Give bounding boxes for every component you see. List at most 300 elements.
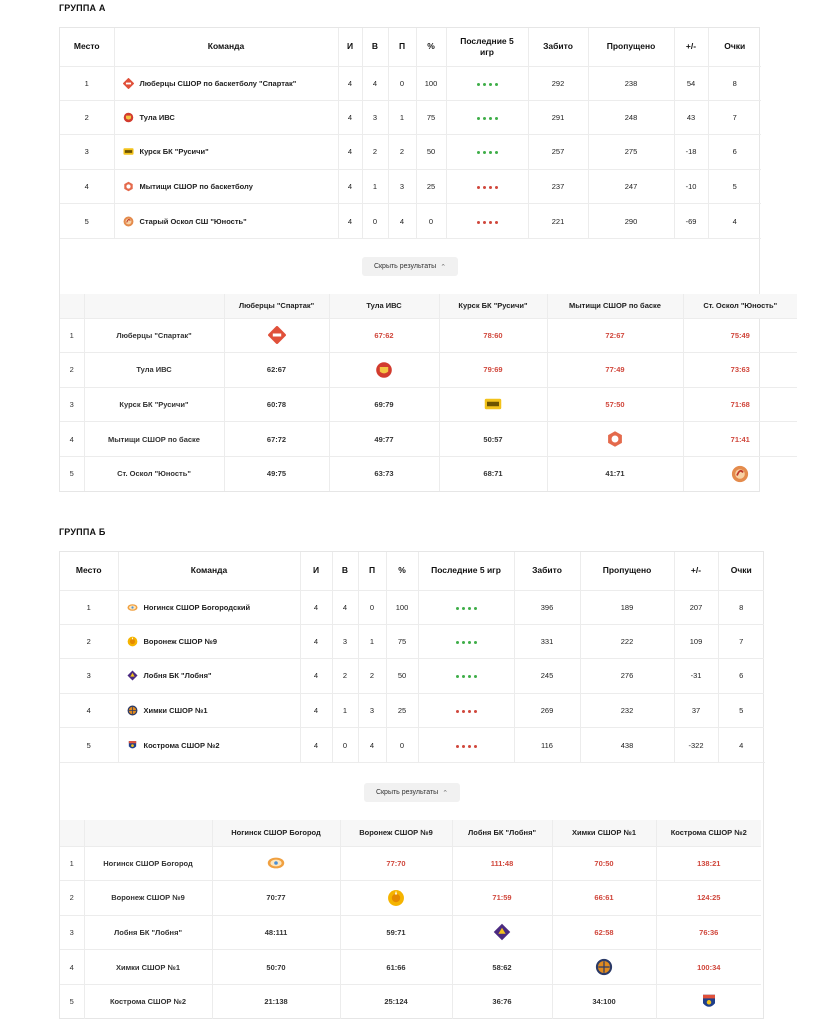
pts-cell: 4 — [708, 204, 761, 238]
standings-row[interactable] — [60, 659, 764, 693]
win-dot-icon — [468, 607, 471, 610]
match-score-link[interactable]: 78:60 — [439, 318, 547, 353]
form-dots — [456, 607, 477, 610]
match-score-link[interactable]: 50:70 — [212, 950, 340, 985]
g-cell: 4 — [300, 624, 332, 658]
pct-cell: 100 — [416, 66, 446, 100]
team-cell — [114, 66, 338, 100]
match-score-link[interactable]: 73:63 — [683, 353, 797, 388]
win-dot-icon — [474, 607, 477, 610]
matrix-opponent-header: Мытищи СШОР по баске — [547, 294, 683, 318]
g-cell: 4 — [300, 659, 332, 693]
standings-row[interactable] — [60, 624, 764, 658]
diff-cell: 109 — [674, 624, 718, 658]
noginsk-logo-icon — [127, 602, 138, 613]
team-name-link[interactable]: Курск БК "Русичи" — [139, 147, 209, 157]
diff-cell: 43 — [674, 100, 708, 134]
win-dot-icon — [468, 675, 471, 678]
conceded-cell: 290 — [588, 204, 674, 238]
g-cell: 4 — [300, 693, 332, 727]
col-wins-header: В — [332, 552, 358, 590]
standings-row[interactable] — [60, 66, 761, 100]
form-dots — [477, 83, 498, 86]
g-cell: 4 — [338, 100, 362, 134]
scored-cell: 245 — [514, 659, 580, 693]
matrix-opponent-header: Ногинск СШОР Богород — [212, 820, 340, 846]
chevron-up-icon: ⌃ — [442, 789, 449, 797]
g-cell: 4 — [338, 204, 362, 238]
form-dots — [477, 151, 498, 154]
col-last5-header: Последние 5 игр — [446, 28, 528, 66]
loss-dot-icon — [456, 710, 459, 713]
hide-results-label: Скрыть результаты — [373, 263, 437, 270]
matrix-self-logo-cell — [656, 984, 761, 1019]
pct-cell: 75 — [416, 100, 446, 134]
loss-dot-icon — [462, 710, 465, 713]
last-5-games-cell — [418, 659, 514, 693]
matrix-row — [60, 456, 797, 491]
kostroma-logo-icon — [127, 740, 138, 751]
win-dot-icon — [462, 675, 465, 678]
last-5-games-cell — [418, 624, 514, 658]
team-cell — [114, 204, 338, 238]
matrix-team-cell: Кострома СШОР №2 — [84, 984, 212, 1019]
win-dot-icon — [456, 607, 459, 610]
matrix-num-cell: 5 — [60, 984, 84, 1019]
last-5-games-cell — [446, 66, 528, 100]
diff-cell: 54 — [674, 66, 708, 100]
matrix-row — [60, 387, 797, 422]
col-last5-header: Последние 5 игр — [418, 552, 514, 590]
pts-cell: 5 — [708, 169, 761, 203]
l-cell: 3 — [358, 693, 386, 727]
col-losses-header: П — [388, 28, 416, 66]
l-cell: 1 — [358, 624, 386, 658]
col-percent-header: % — [416, 28, 446, 66]
matrix-num-cell: 3 — [60, 915, 84, 950]
loss-dot-icon — [495, 186, 498, 189]
diff-cell: -18 — [674, 135, 708, 169]
matrix-team-cell: Химки СШОР №1 — [84, 950, 212, 985]
match-score-link[interactable]: 34:100 — [552, 984, 656, 1019]
match-score-link[interactable]: 67:62 — [329, 318, 439, 353]
standings-row[interactable] — [60, 135, 761, 169]
group-b-standings-table — [60, 552, 764, 762]
l-cell: 2 — [358, 659, 386, 693]
win-dot-icon — [456, 641, 459, 644]
g-cell: 4 — [300, 728, 332, 762]
col-place-header: Место — [60, 28, 114, 66]
w-cell: 2 — [332, 659, 358, 693]
win-dot-icon — [477, 117, 480, 120]
matrix-team-cell: Лобня БК "Лобня" — [84, 915, 212, 950]
match-score-link[interactable]: 62:67 — [224, 353, 329, 388]
col-team-header: Команда — [118, 552, 300, 590]
col-scored-header: Забито — [514, 552, 580, 590]
g-cell: 4 — [300, 590, 332, 624]
match-score-link[interactable]: 50:57 — [439, 422, 547, 457]
team-cell — [114, 135, 338, 169]
w-cell: 2 — [362, 135, 388, 169]
matrix-num-cell: 1 — [60, 846, 84, 881]
place-cell: 5 — [60, 728, 118, 762]
group-a-title: ГРУППА А — [59, 3, 106, 13]
matrix-opponent-header: Лобня БК "Лобня" — [452, 820, 552, 846]
matrix-self-logo-cell — [212, 846, 340, 881]
match-score-link[interactable]: 41:71 — [547, 456, 683, 491]
win-dot-icon — [477, 151, 480, 154]
scored-cell: 269 — [514, 693, 580, 727]
team-cell — [118, 659, 300, 693]
match-score-link[interactable]: 49:75 — [224, 456, 329, 491]
matrix-row — [60, 318, 797, 353]
scored-cell: 116 — [514, 728, 580, 762]
loss-dot-icon — [474, 710, 477, 713]
matrix-row — [60, 881, 761, 916]
team-cell — [118, 590, 300, 624]
team-cell — [114, 100, 338, 134]
loss-dot-icon — [468, 710, 471, 713]
group-b-card — [59, 551, 764, 1019]
match-score-link[interactable]: 21:138 — [212, 984, 340, 1019]
team-name-link[interactable]: Химки СШОР №1 — [143, 705, 208, 715]
matrix-team-cell: Воронеж СШОР №9 — [84, 881, 212, 916]
team-name-link[interactable]: Тула ИВС — [139, 113, 175, 123]
w-cell: 1 — [332, 693, 358, 727]
lobnya-logo-icon — [127, 670, 138, 681]
standings-row[interactable] — [60, 204, 761, 238]
last-5-games-cell — [418, 590, 514, 624]
standings-row[interactable] — [60, 728, 764, 762]
team-name-link[interactable]: Лобня БК "Лобня" — [143, 671, 212, 681]
scored-cell: 331 — [514, 624, 580, 658]
win-dot-icon — [474, 641, 477, 644]
group-b-hide-results-button[interactable] — [364, 783, 460, 802]
pct-cell: 75 — [386, 624, 418, 658]
matrix-opponent-header: Курск БК "Русичи" — [439, 294, 547, 318]
l-cell: 2 — [388, 135, 416, 169]
pct-cell: 25 — [416, 169, 446, 203]
last-5-games-cell — [446, 204, 528, 238]
spartak-logo-icon — [268, 326, 286, 344]
matrix-team-header — [84, 294, 224, 318]
w-cell: 1 — [362, 169, 388, 203]
diff-cell: -31 — [674, 659, 718, 693]
match-score-link[interactable]: 71:41 — [683, 422, 797, 457]
kostroma-logo-icon — [700, 993, 718, 1011]
loss-dot-icon — [483, 186, 486, 189]
diff-cell: -10 — [674, 169, 708, 203]
col-points-header: Очки — [724, 41, 746, 52]
diff-cell: 37 — [674, 693, 718, 727]
win-dot-icon — [495, 117, 498, 120]
pct-cell: 0 — [386, 728, 418, 762]
w-cell: 4 — [332, 590, 358, 624]
matrix-row — [60, 353, 797, 388]
match-score-link[interactable]: 68:71 — [439, 456, 547, 491]
w-cell: 3 — [362, 100, 388, 134]
mytishchi-logo-icon — [606, 430, 624, 448]
match-score-link[interactable]: 60:78 — [224, 387, 329, 422]
group-b-title: ГРУППА Б — [59, 527, 106, 537]
match-score-link[interactable]: 71:68 — [683, 387, 797, 422]
place-cell: 1 — [60, 590, 118, 624]
l-cell: 0 — [358, 590, 386, 624]
tula-logo-icon — [375, 361, 393, 379]
match-score-link[interactable]: 100:34 — [656, 950, 761, 985]
group-b-results-matrix — [60, 820, 761, 1019]
match-score-link[interactable]: 76:36 — [656, 915, 761, 950]
win-dot-icon — [489, 83, 492, 86]
pts-cell: 6 — [708, 135, 761, 169]
win-dot-icon — [483, 117, 486, 120]
pts-cell: 5 — [718, 693, 764, 727]
win-dot-icon — [483, 83, 486, 86]
matrix-num-cell: 2 — [60, 881, 84, 916]
noginsk-logo-icon — [267, 854, 285, 872]
col-conceded-header: Пропущено — [588, 28, 674, 66]
conceded-cell: 238 — [588, 66, 674, 100]
w-cell: 0 — [362, 204, 388, 238]
match-score-link[interactable]: 124:25 — [656, 881, 761, 916]
conceded-cell: 189 — [580, 590, 674, 624]
pct-cell: 50 — [386, 659, 418, 693]
kursk-logo-icon — [123, 146, 134, 157]
match-score-link[interactable]: 75:49 — [683, 318, 797, 353]
w-cell: 4 — [362, 66, 388, 100]
conceded-cell: 438 — [580, 728, 674, 762]
match-score-link[interactable]: 62:58 — [552, 915, 656, 950]
standings-row[interactable] — [60, 693, 764, 727]
loss-dot-icon — [477, 221, 480, 224]
matrix-row — [60, 984, 761, 1019]
loss-dot-icon — [456, 745, 459, 748]
loss-dot-icon — [474, 745, 477, 748]
diff-cell: 207 — [674, 590, 718, 624]
team-cell — [118, 624, 300, 658]
g-cell: 4 — [338, 135, 362, 169]
place-cell: 3 — [60, 659, 118, 693]
matrix-num-cell: 2 — [60, 353, 84, 388]
w-cell: 3 — [332, 624, 358, 658]
col-points-header: Очки — [730, 565, 752, 576]
match-score-link[interactable]: 70:50 — [552, 846, 656, 881]
scored-cell: 257 — [528, 135, 588, 169]
match-score-link[interactable]: 61:66 — [340, 950, 452, 985]
mytishchi-logo-icon — [123, 181, 134, 192]
conceded-cell: 222 — [580, 624, 674, 658]
matrix-num-header — [60, 820, 84, 846]
scored-cell: 292 — [528, 66, 588, 100]
oskol-logo-icon — [123, 216, 134, 227]
place-cell: 4 — [60, 169, 114, 203]
matrix-num-header — [60, 294, 84, 318]
l-cell: 1 — [388, 100, 416, 134]
matrix-row — [60, 846, 761, 881]
loss-dot-icon — [462, 745, 465, 748]
matrix-self-logo-cell — [329, 353, 439, 388]
matrix-num-cell: 3 — [60, 387, 84, 422]
conceded-cell: 276 — [580, 659, 674, 693]
team-name-link[interactable]: Люберцы СШОР по баскетболу "Спартак" — [139, 78, 297, 88]
l-cell: 4 — [358, 728, 386, 762]
scored-cell: 396 — [514, 590, 580, 624]
lobnya-logo-icon — [493, 923, 511, 941]
loss-dot-icon — [489, 221, 492, 224]
matrix-num-cell: 4 — [60, 422, 84, 457]
place-cell: 2 — [60, 100, 114, 134]
matrix-self-logo-cell — [340, 881, 452, 916]
match-score-link[interactable]: 57:50 — [547, 387, 683, 422]
team-cell — [118, 728, 300, 762]
win-dot-icon — [495, 83, 498, 86]
l-cell: 3 — [388, 169, 416, 203]
loss-dot-icon — [495, 221, 498, 224]
win-dot-icon — [489, 117, 492, 120]
last-5-games-cell — [418, 728, 514, 762]
col-team-header: Команда — [114, 28, 338, 66]
match-score-link[interactable]: 70:77 — [212, 881, 340, 916]
match-score-link[interactable]: 111:48 — [452, 846, 552, 881]
col-scored-header: Забито — [528, 28, 588, 66]
scored-cell: 221 — [528, 204, 588, 238]
match-score-link[interactable]: 77:49 — [547, 353, 683, 388]
pct-cell: 0 — [416, 204, 446, 238]
matrix-team-cell: Люберцы "Спартак" — [84, 318, 224, 353]
col-losses-header: П — [358, 552, 386, 590]
pts-cell: 4 — [718, 728, 764, 762]
matrix-team-cell: Мытищи СШОР по баске — [84, 422, 224, 457]
g-cell: 4 — [338, 169, 362, 203]
pct-cell: 100 — [386, 590, 418, 624]
form-dots — [477, 186, 498, 189]
matrix-opponent-header: Ст. Оскол "Юность" — [683, 294, 797, 318]
voronezh-logo-icon — [127, 636, 138, 647]
match-score-link[interactable]: 69:79 — [329, 387, 439, 422]
team-name-link[interactable]: Мытищи СШОР по баскетболу — [139, 181, 253, 191]
l-cell: 4 — [388, 204, 416, 238]
win-dot-icon — [456, 675, 459, 678]
match-score-link[interactable]: 36:76 — [452, 984, 552, 1019]
form-dots — [456, 641, 477, 644]
standings-row[interactable] — [60, 169, 761, 203]
voronezh-logo-icon — [387, 889, 405, 907]
win-dot-icon — [468, 641, 471, 644]
standings-row[interactable] — [60, 100, 761, 134]
match-score-link[interactable]: 66:61 — [552, 881, 656, 916]
matrix-self-logo-cell — [439, 387, 547, 422]
col-place-header: Место — [60, 552, 118, 590]
matrix-row — [60, 422, 797, 457]
win-dot-icon — [462, 641, 465, 644]
group-a-card — [59, 27, 778, 492]
standings-row[interactable] — [60, 590, 764, 624]
match-score-link[interactable]: 58:62 — [452, 950, 552, 985]
matrix-team-cell: Тула ИВС — [84, 353, 224, 388]
matrix-opponent-header: Тула ИВС — [329, 294, 439, 318]
last-5-games-cell — [446, 135, 528, 169]
conceded-cell: 247 — [588, 169, 674, 203]
pct-cell: 50 — [416, 135, 446, 169]
group-a-hide-results-button[interactable] — [362, 257, 458, 276]
matrix-team-header — [84, 820, 212, 846]
conceded-cell: 232 — [580, 693, 674, 727]
matrix-opponent-header: Воронеж СШОР №9 — [340, 820, 452, 846]
matrix-opponent-header: Химки СШОР №1 — [552, 820, 656, 846]
group-a-standings-table — [60, 28, 761, 238]
match-score-link[interactable]: 71:59 — [452, 881, 552, 916]
diff-cell: -322 — [674, 728, 718, 762]
group-a-collapse-zone — [60, 238, 761, 294]
matrix-opponent-header: Люберцы "Спартак" — [224, 294, 329, 318]
win-dot-icon — [474, 675, 477, 678]
w-cell: 0 — [332, 728, 358, 762]
kursk-logo-icon — [484, 395, 502, 413]
matrix-team-cell: Ст. Оскол "Юность" — [84, 456, 224, 491]
match-score-link[interactable]: 49:77 — [329, 422, 439, 457]
col-games-header: И — [300, 552, 332, 590]
team-cell — [114, 169, 338, 203]
col-diff-header: +/- — [674, 552, 718, 590]
last-5-games-cell — [446, 169, 528, 203]
group-b-collapse-zone — [60, 762, 765, 820]
col-diff-header: +/- — [674, 28, 708, 66]
match-score-link[interactable]: 48:111 — [212, 915, 340, 950]
form-dots — [456, 675, 477, 678]
place-cell: 1 — [60, 66, 114, 100]
matrix-self-logo-cell — [547, 422, 683, 457]
matrix-self-logo-cell — [683, 456, 797, 491]
chevron-up-icon: ⌃ — [440, 263, 447, 271]
loss-dot-icon — [468, 745, 471, 748]
team-name-link[interactable]: Кострома СШОР №2 — [143, 740, 220, 750]
team-name-link[interactable]: Старый Оскол СШ "Юность" — [139, 216, 247, 226]
match-score-link[interactable]: 138:21 — [656, 846, 761, 881]
matrix-self-logo-cell — [552, 950, 656, 985]
win-dot-icon — [462, 607, 465, 610]
pct-cell: 25 — [386, 693, 418, 727]
form-dots — [456, 745, 477, 748]
col-percent-header: % — [386, 552, 418, 590]
team-name-link[interactable]: Воронеж СШОР №9 — [143, 637, 218, 647]
oskol-logo-icon — [731, 465, 749, 483]
col-games-header: И — [338, 28, 362, 66]
conceded-cell: 248 — [588, 100, 674, 134]
team-cell — [118, 693, 300, 727]
matrix-self-logo-cell — [452, 915, 552, 950]
hide-results-label: Скрыть результаты — [375, 789, 439, 796]
win-dot-icon — [477, 83, 480, 86]
match-score-link[interactable]: 79:69 — [439, 353, 547, 388]
g-cell: 4 — [338, 66, 362, 100]
matrix-opponent-header: Кострома СШОР №2 — [656, 820, 761, 846]
match-score-link[interactable]: 67:72 — [224, 422, 329, 457]
place-cell: 3 — [60, 135, 114, 169]
matrix-self-logo-cell — [224, 318, 329, 353]
khimki-logo-icon — [595, 958, 613, 976]
form-dots — [456, 710, 477, 713]
match-score-link[interactable]: 63:73 — [329, 456, 439, 491]
pts-cell: 8 — [718, 590, 764, 624]
team-name-link[interactable]: Ногинск СШОР Богородский — [143, 602, 251, 612]
pts-cell: 8 — [708, 66, 761, 100]
match-score-link[interactable]: 77:70 — [340, 846, 452, 881]
match-score-link[interactable]: 25:124 — [340, 984, 452, 1019]
match-score-link[interactable]: 72:67 — [547, 318, 683, 353]
scored-cell: 291 — [528, 100, 588, 134]
match-score-link[interactable]: 59:71 — [340, 915, 452, 950]
pts-cell: 7 — [718, 624, 764, 658]
